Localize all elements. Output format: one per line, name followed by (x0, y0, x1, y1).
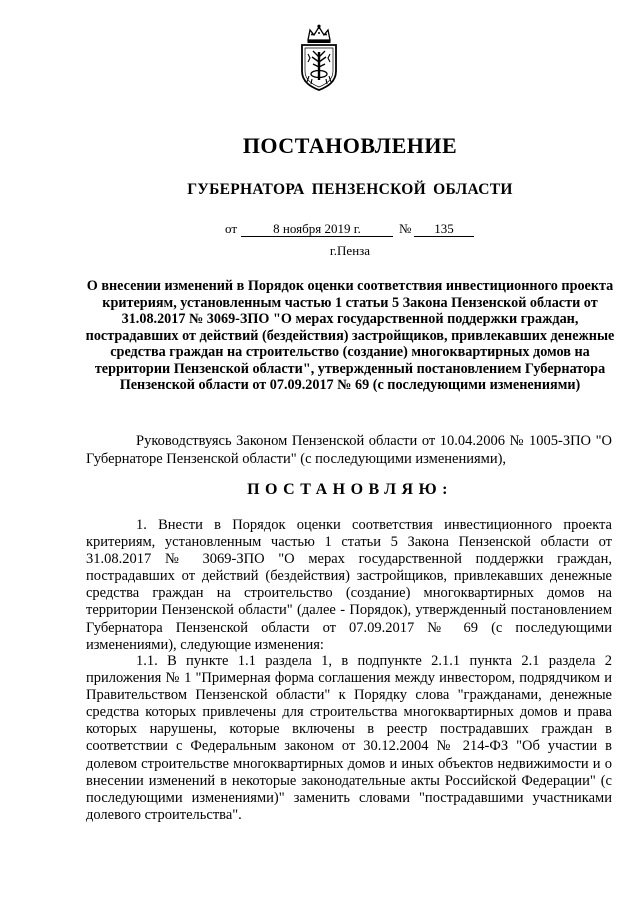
document-issuer: ГУБЕРНАТОРА ПЕНЗЕНСКОЙ ОБЛАСТИ (187, 181, 513, 198)
coat-of-arms-icon (295, 24, 343, 92)
paragraph-1: 1. Внести в Порядок оценки соответствия инвестиционного проекта критериям, установленным частью 1 статьи 5 Закона Пензенской области от 31.08.2017 № 3069-ЗПО "О мерах государственной поддержки граждан, пострадавших от действий (бездействия) застройщиков, привлекавших денежные средства граждан на строительство (создание) многоквартирных домов на территории Пензенской области" (далее - Порядок), утвержденный постановлением Губернатора Пензенской области от 07.09.2017 № 69 (с последующими изменениями), следующие изменения: (86, 517, 612, 653)
document-number: 135 (414, 221, 474, 237)
decree-word: ПОСТАНОВЛЯЮ: (247, 481, 453, 498)
document-heading: О внесении изменений в Порядок оценки соответствия инвестиционного проекта критериям, установленным частью 1 статьи 5 Закона Пензенской области от 31.08.2017 № 3069-ЗПО "О мерах государственной поддержки граждан, пострадавших от действий (бездействия) застройщиков, привлекавших денежные средства граждан на строительство (создание) многоквартирных домов на территории Пензенской области", утвержденный постановлением Губернатора Пензенской области от 07.09.2017 № 69 (с последующими изменениями) (85, 278, 615, 393)
document-title: ПОСТАНОВЛЕНИЕ (242, 133, 458, 158)
date-prefix: от (225, 221, 238, 236)
number-prefix: № (399, 221, 412, 236)
document-city: г.Пенза (329, 243, 371, 258)
preamble-paragraph: Руководствуясь Законом Пензенской области от 10.04.2006 № 1005-ЗПО "О Губернаторе Пензенской области" (с последующими изменениями), (86, 433, 612, 467)
document-date: 8 ноября 2019 г. (241, 221, 393, 237)
paragraph-1-1: 1.1. В пункте 1.1 раздела 1, в подпункте 2.1.1 пункта 2.1 раздела 2 приложения № 1 "Примерная форма соглашения между инвестором, подрядчиком и Правительством Пензенской области" к Порядку слова "гражданами, денежные средства которых привлечены для строительства многоквартирных домов и права которых нарушены, которые включены в реестр пострадавших граждан в соответствии с Федеральным законом от 30.12.2004 № 214-ФЗ "Об участии в долевом строительстве многоквартирных домов и иных объектов недвижимости и о внесении изменений в некоторые законодательные акты Российской Федерации" (с последующими изменениями)" заменить словами "пострадавшими участниками долевого строительства". (86, 653, 612, 823)
